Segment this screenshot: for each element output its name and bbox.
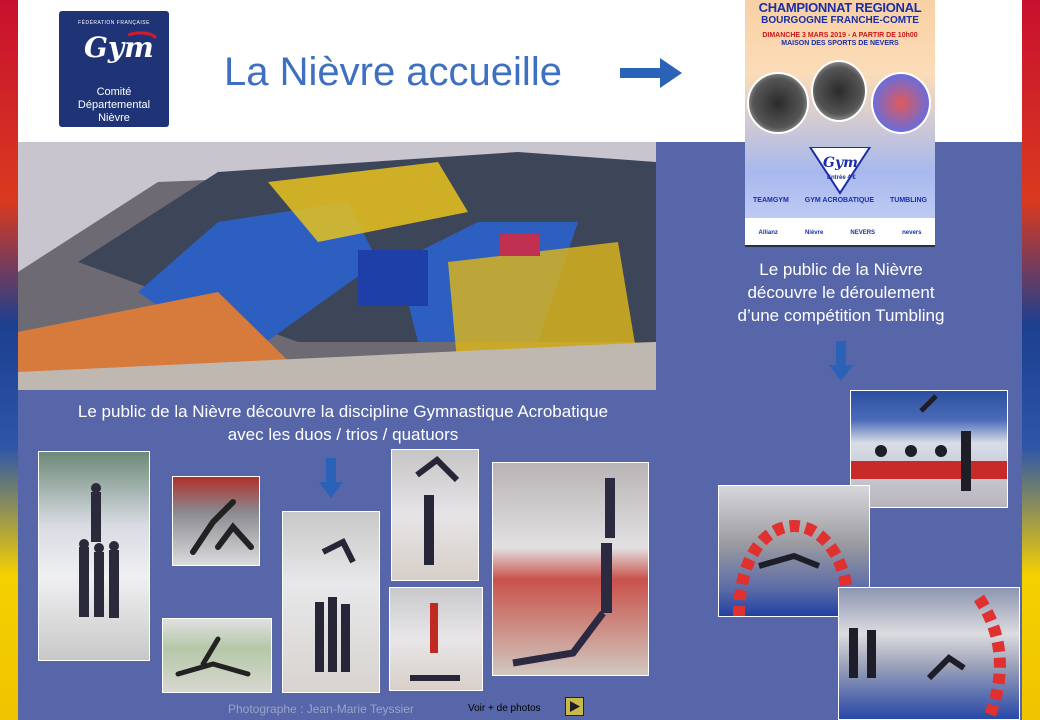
tumbling-photo-floor[interactable] — [838, 587, 1020, 720]
arrow-down-icon — [829, 341, 853, 386]
acro-photo-floor[interactable] — [162, 618, 272, 693]
more-photos-label[interactable]: Voir + de photos — [468, 703, 541, 714]
slide-title: La Nièvre accueille — [224, 50, 562, 94]
logo-brand: Gym — [84, 31, 154, 63]
logo-federation: FÉDÉRATION FRANÇAISE — [78, 20, 150, 26]
poster-title: CHAMPIONNAT REGIONAL — [758, 0, 922, 15]
poster-subtitle: BOURGOGNE FRANCHE-COMTE — [761, 15, 919, 26]
poster-sponsors: Allianz Nièvre NEVERS nevers — [745, 218, 935, 247]
arrow-right-icon — [620, 58, 684, 93]
poster-photo-circle — [811, 60, 867, 122]
tumbling-caption: Le public de la Nièvre découvre le déroulement d’une compétition Tumbling — [737, 260, 945, 325]
acro-photo-quatuor[interactable] — [38, 451, 150, 661]
svg-text:Gym: Gym — [823, 155, 858, 171]
championship-poster[interactable] — [745, 0, 935, 247]
play-icon — [566, 698, 583, 715]
logo-committee-text: Comité Départemental Nièvre — [77, 86, 151, 124]
committee-logo — [59, 11, 169, 127]
right-color-band — [1022, 0, 1040, 720]
gym-hall-stands-photo[interactable] — [18, 142, 656, 390]
svg-text:Entrée 4 €: Entrée 4 € — [827, 175, 856, 181]
arrow-down-icon — [319, 458, 343, 503]
poster-venue: MAISON DES SPORTS DE NEVERS — [781, 40, 899, 47]
acro-photo-tower[interactable] — [492, 462, 649, 676]
poster-date: DIMANCHE 3 MARS 2019 - A PARTIR DE 10h00 — [762, 32, 918, 39]
acro-photo-balance[interactable] — [389, 587, 483, 691]
poster-photo-circle — [747, 72, 809, 134]
more-photos-button[interactable] — [565, 697, 584, 716]
acro-caption: Le public de la Nièvre découvre la discipline Gymnastique Acrobatique avec les duos / trios / quatuors — [77, 402, 609, 444]
photographer-credit: Photographe : Jean-Marie Teyssier — [228, 702, 414, 716]
left-color-band — [0, 0, 18, 720]
acro-photo-trio[interactable] — [282, 511, 380, 693]
poster-disciplines: TEAMGYM GYM ACROBATIQUE TUMBLING — [753, 197, 927, 204]
poster-photo-circle — [871, 72, 931, 134]
acro-photo-pair-lift[interactable] — [391, 449, 479, 581]
poster-gym-logo — [805, 147, 875, 195]
tumbling-photo-judges[interactable] — [850, 390, 1008, 508]
acro-photo-duo[interactable] — [172, 476, 260, 566]
gym-logo-mark — [59, 28, 169, 64]
